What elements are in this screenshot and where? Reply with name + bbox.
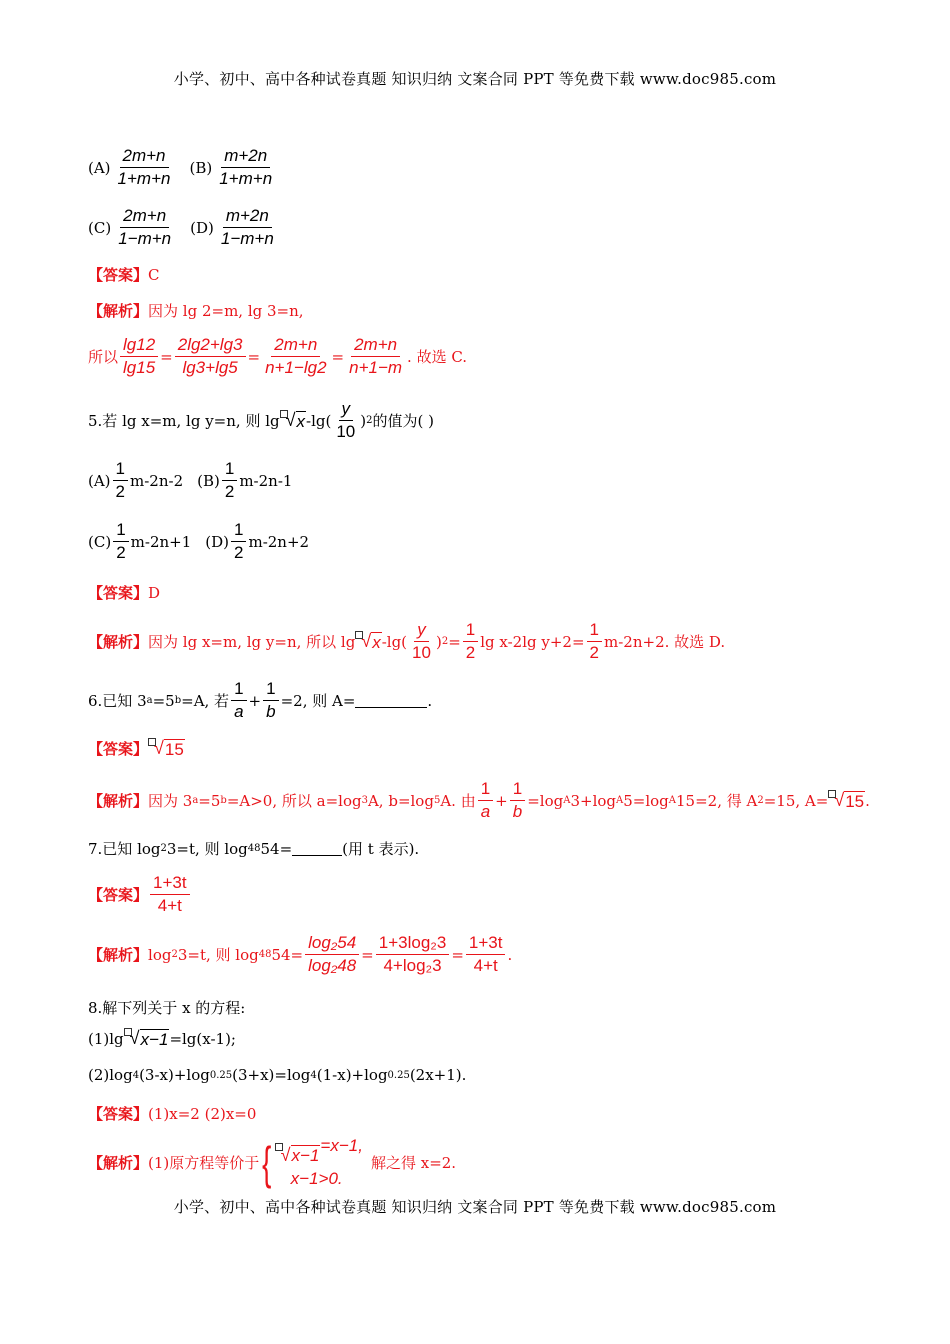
q5-answer: 【答案】 D [88, 583, 161, 602]
q4-options-cd [88, 205, 279, 250]
q5-stem: 5.若 lg x=m, lg y=n, 则 lg √ x -lg( $\frac{y}{10}$ ) 2 的值为( ) [88, 399, 434, 441]
q5-analysis: 【解析】 因为 lg x=m, lg y=n, 所以 lg √ x -lg( $\frac{y}{10}$ ) 2 = $\frac{1}{2}$ lg x-2lg y+2= $\frac{1}{2}$ m-2n+2. 故选 D. [88, 620, 726, 662]
q4-option-c-fraction: $\frac{2m+n}{1-m+n}$ [118, 206, 172, 248]
q8-part2: (2)log 4 (3-x)+log 0.25 (3+x)=log 4 (1-x)+log 0.25 (2x+1). [88, 1066, 467, 1084]
q5-options-cd: (C) $\frac{1}{2}$ m-2n+1 (D) $\frac{1}{2}$ m-2n+2 [88, 520, 310, 562]
q8-answer: 【答案】 (1)x=2 (2)x=0 [88, 1104, 257, 1123]
page-header: 小学、初中、高中各种试卷真题 知识归纳 文案合同 PPT 等免费下载 www.doc985.com [173, 70, 777, 88]
q8-analysis: 【解析】 (1)原方程等价于 { √ x−1 =x−1, x−1>0. 解之得 x=2. [88, 1134, 456, 1191]
q6-stem: 6.已知 3 a =5 b =A, 若 $\frac{1}{a}$ + $\frac{1}{b}$ =2, 则 A= . [88, 679, 433, 721]
q4-option-d-fraction: $\frac{m+2n}{1-m+n}$ [220, 206, 274, 248]
q4-option-d-label: (D) [190, 218, 214, 237]
q6-answer: 【答案】 √ 15 [88, 738, 184, 759]
q7-stem: 7.已知 log 2 3=t, 则 log 48 54= (用 t 表示). [88, 839, 420, 858]
q7-answer-blank [292, 841, 342, 856]
q8-equation-system: { √ x−1 =x−1, x−1>0. [262, 1136, 363, 1189]
page-footer: 小学、初中、高中各种试卷真题 知识归纳 文案合同 PPT 等免费下载 www.doc985.com [173, 1198, 777, 1216]
q4-options-ab [88, 145, 277, 190]
q7-analysis: 【解析】 log 2 3=t, 则 log 48 54= $\frac{\text{log₂54}}{\text{log₂48}}$ = $\frac{\text{1+3log₂3}}{\text{4+log₂3}}$ = $\frac{1+3t}{4+t}$ . [88, 933, 513, 975]
q5-options-ab: (A) $\frac{1}{2}$ m-2n-2 (B) $\frac{1}{2}$ m-2n-1 [88, 459, 293, 501]
q6-answer-blank [355, 693, 427, 708]
q4-option-b-fraction: $\frac{m+2n}{1+m+n}$ [219, 146, 273, 188]
q4-option-a-label: (A) [88, 158, 111, 177]
q6-analysis: 【解析】 因为 3 a =5 b =A>0, 所以 a=log 3 A, b=log 5 A. 由 $\frac{1}{a}$ + $\frac{1}{b}$ =log A 3+log A 5=log A 15=2, 得 A 2 =15, A= √ 15 . [88, 779, 870, 821]
q4-option-a-fraction: $\frac{2m+n}{1+m+n}$ [117, 146, 171, 188]
q4-option-b-label: (B) [189, 158, 213, 177]
q4-option-c-label: (C) [88, 218, 112, 237]
q8-part1: (1)lg √ x−1 =lg(x-1); [88, 1028, 236, 1049]
q4-solution: 所以 $\frac{\lg 12}{\lg 15}$ = $\frac{2\lg 2+\lg 3}{\lg 3+\lg 5}$ = $\frac{2m+n}{n+1-\lg 2}$ = $\frac{2m+n}{n+1-m}$ . 故选 C. [88, 335, 468, 377]
q4-answer: 【答案】 C [88, 265, 160, 284]
q7-answer: 【答案】 $\frac{1+3t}{4+t}$ [88, 872, 192, 917]
q4-analysis: 【解析】 因为 lg 2=m, lg 3=n, [88, 302, 304, 320]
q8-stem: 8.解下列关于 x 的方程: [88, 999, 246, 1017]
